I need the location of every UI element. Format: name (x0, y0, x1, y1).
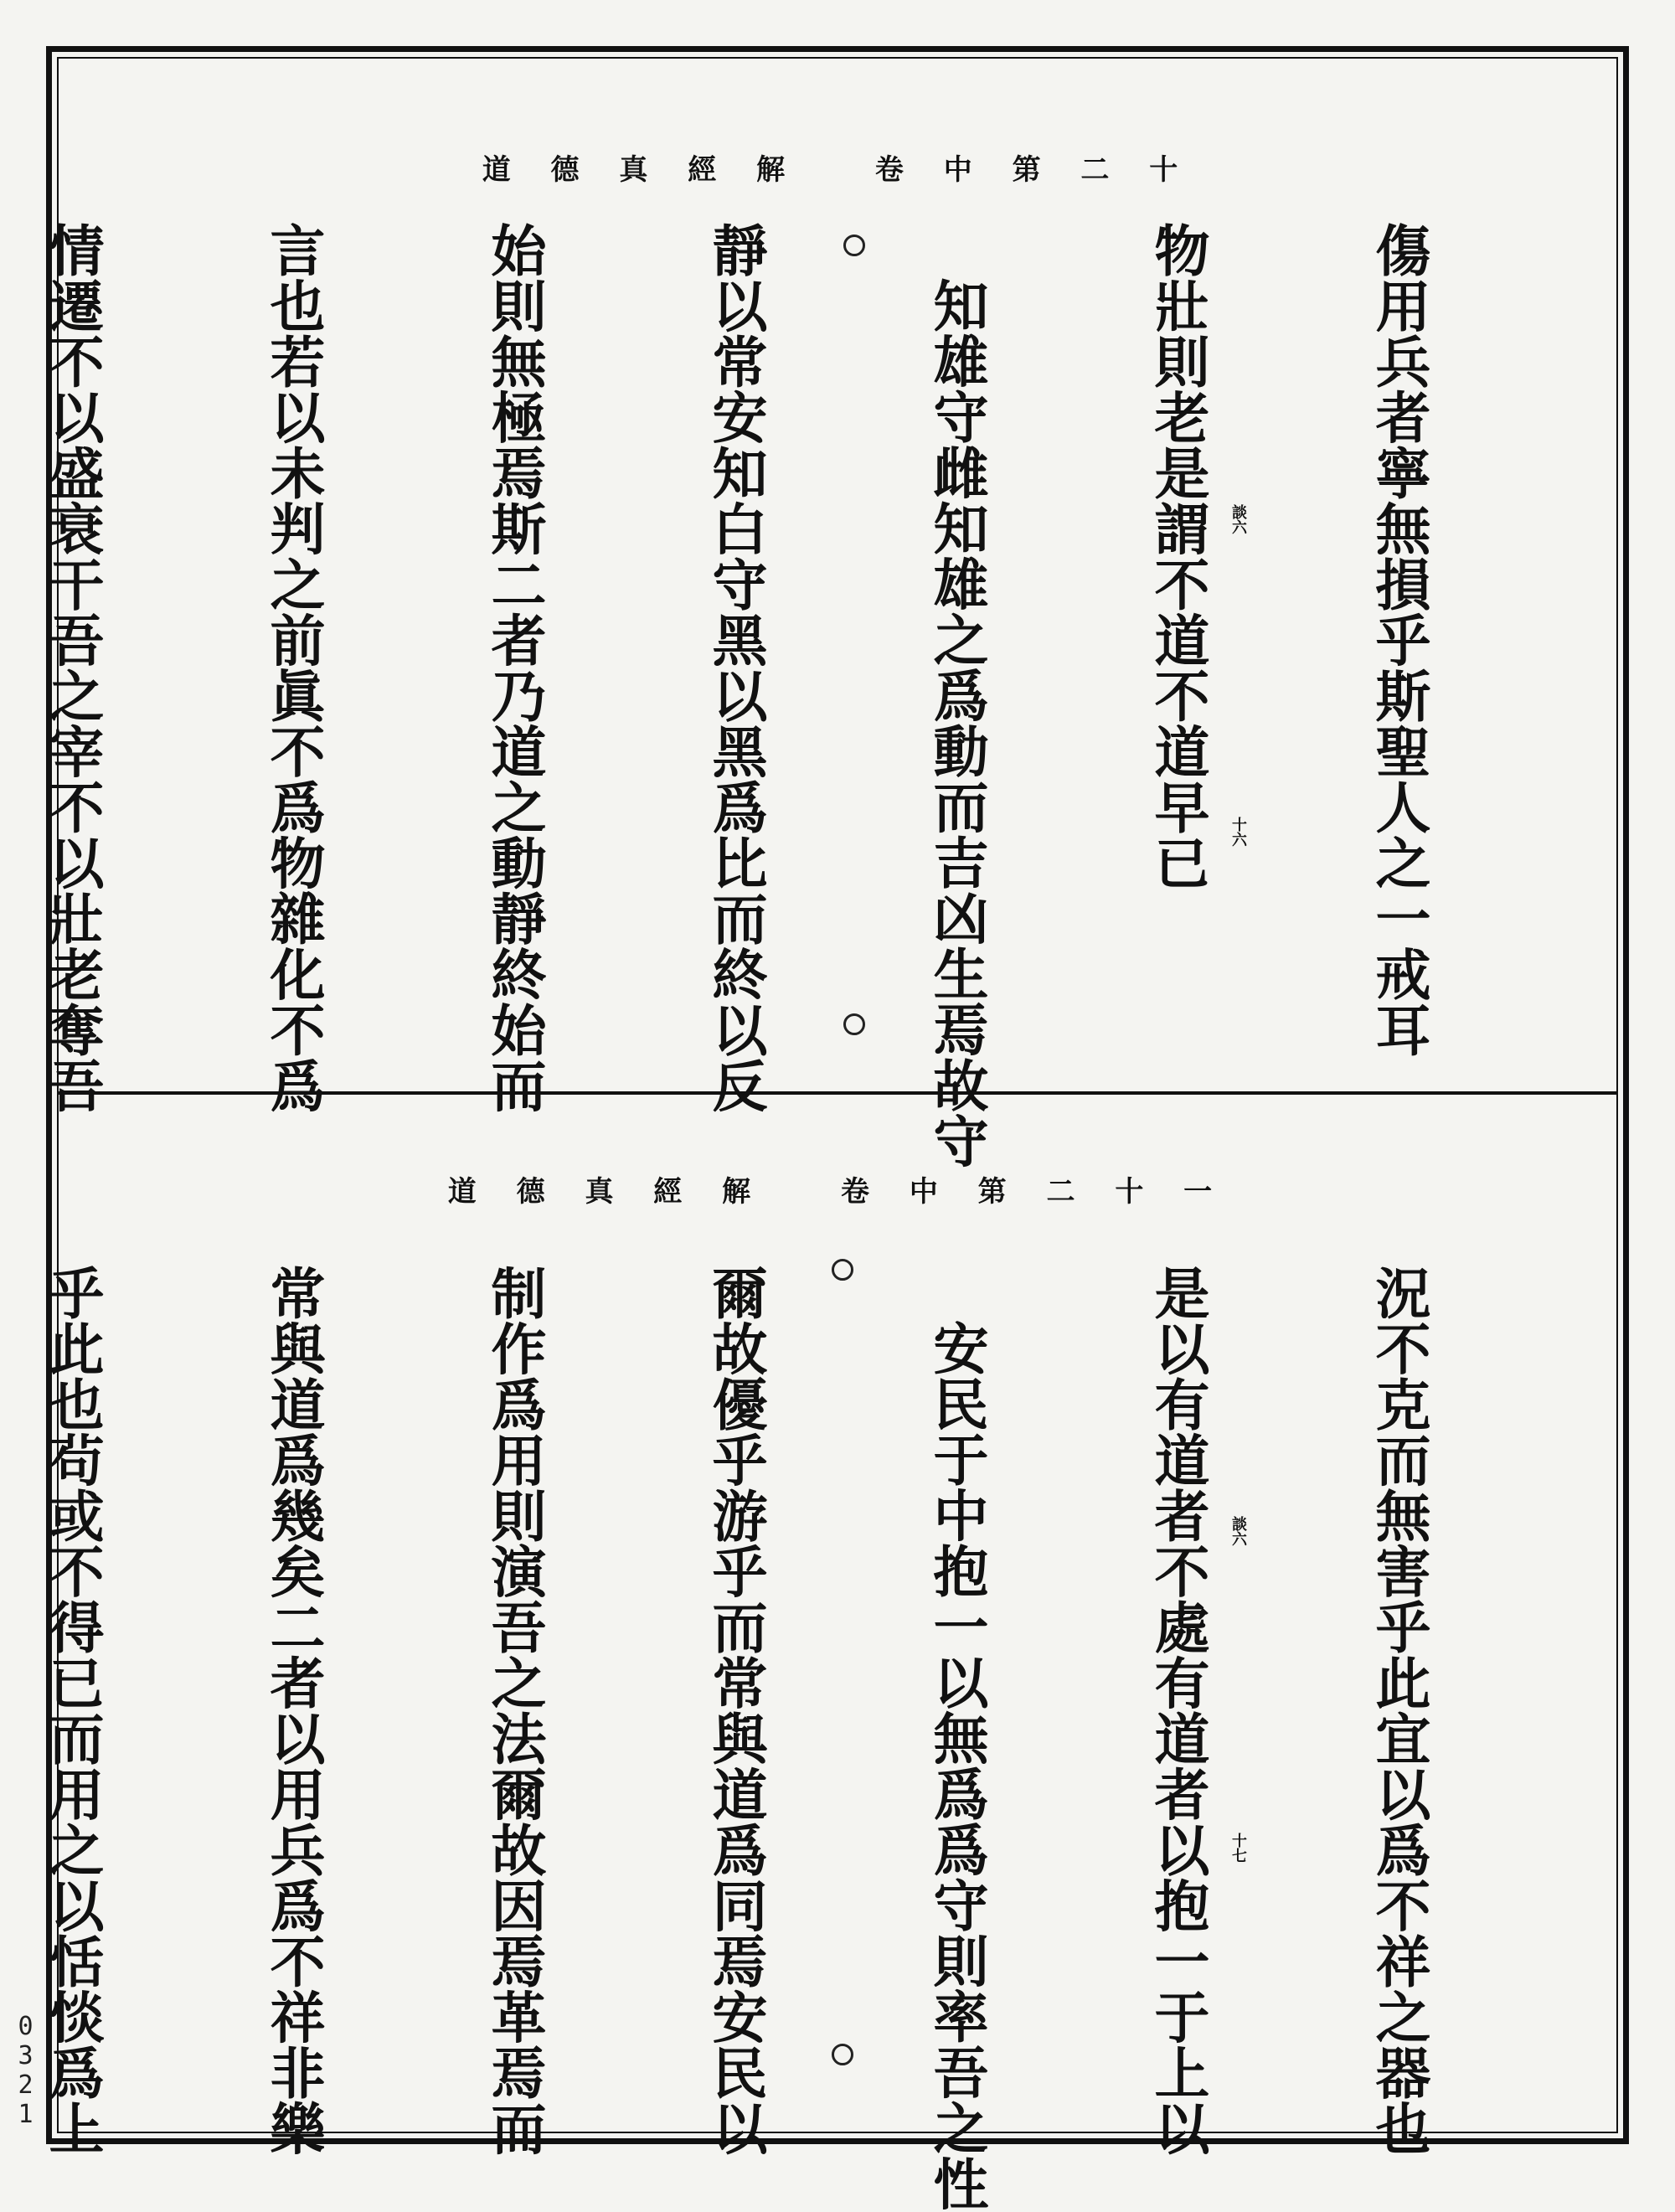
text-column: 是以有道者不處有道者以抱一于上以 (1145, 1265, 1210, 2156)
text-column: 爾故優乎游乎而常與道爲同焉安民以 (703, 1265, 768, 2156)
page-number: 0321 (11, 2012, 40, 2129)
text-column: 安民于中抱一以無爲爲守則率吾之性 (924, 1320, 989, 2211)
margin-mark: 十七 (1229, 1833, 1247, 1863)
bottom-page-text (0, 1265, 1583, 2211)
text-column: 常與道爲幾矣二者以用兵爲不祥非樂 (260, 1265, 326, 2156)
text-column: 況不克而無害乎此宜以爲不祥之器也 (1366, 1265, 1431, 2156)
text-column: 傷用兵者寧無損乎斯聖人之一戒耳 (1366, 222, 1431, 1058)
book-title: 道 德 真 經 解 (447, 1175, 766, 1209)
text-column: 物壯則老是謂不道不道早已 (1145, 222, 1210, 890)
text-column: 知雄守雌知雄之爲動而吉凶生焉故守 (924, 277, 989, 1168)
section-label: 卷 中 第 二 十 (874, 153, 1193, 187)
margin-mark: 十六 (1229, 817, 1247, 847)
margin-mark: 談六 (1229, 504, 1247, 534)
text-column: 始則無極焉斯二者乃道之動靜終始而 (482, 222, 547, 1113)
top-page-text (0, 222, 1583, 1168)
margin-mark: 談六 (1229, 1516, 1247, 1546)
page-header-top (0, 147, 1675, 197)
text-column: 乎此也茍或不得已而用之以恬惔爲上 (39, 1265, 105, 2156)
section-label: 卷 中 第 二 十 一 (841, 1175, 1228, 1209)
text-column: 情遷不以盛衰干吾之宰不以壯老奪吾 (39, 222, 105, 1113)
text-column: 靜以常安知白守黑以黑爲比而終以反 (703, 222, 768, 1113)
book-title: 道 德 真 經 解 (482, 153, 801, 187)
page-header-bottom (0, 1168, 1675, 1219)
text-column: 言也若以未判之前眞不爲物雜化不爲 (260, 222, 326, 1113)
text-column: 制作爲用則演吾之法爾故因焉革焉而 (482, 1265, 547, 2156)
